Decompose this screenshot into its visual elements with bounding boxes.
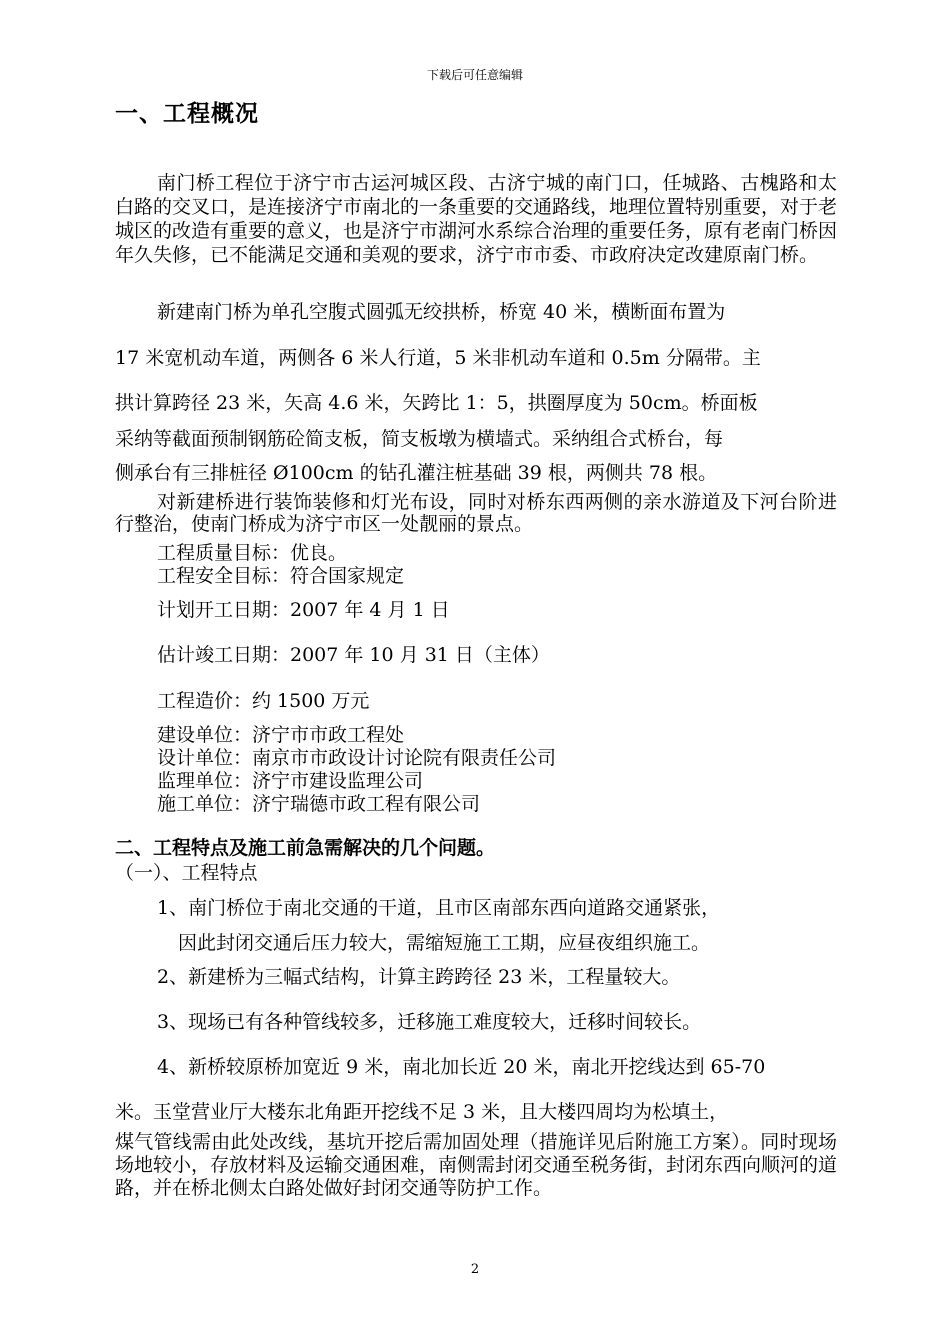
subsection-title: （一）、工程特点	[115, 862, 258, 884]
design-unit: 设计单位：南京市市政设计讨论院有限责任公司	[157, 747, 557, 769]
planned-start-date: 计划开工日期：2007 年 4 月 1 日	[157, 599, 450, 621]
section-1-paragraph-1: 南门桥工程位于济宁市古运河城区段、古济宁城的南门口，任城路、古槐路和太白路的交叉口，是连接济宁市南北的一条重要的交通路线，地理位置特别重要，对于老城区的改造有重要的意义，也是济宁市湖河水系综合治理的重要任务，原有老南门桥因年久失修，已不能满足交通和美观的要求，济宁市市委、市政府决定改建原南门桥。	[115, 172, 838, 266]
section-1-paragraph-2-line-4: 采纳等截面预制钢筋砼简支板，简支板墩为横墙式。采纳组合式桥台，每	[115, 428, 724, 450]
section-1-paragraph-3: 对新建桥进行装饰装修和灯光布设，同时对桥东西两侧的亲水游道及下河台阶进行整治，使南门桥成为济宁市区一处靓丽的景点。	[115, 491, 837, 535]
construction-unit: 施工单位：济宁瑞德市政工程有限公司	[157, 793, 481, 815]
estimated-completion-date: 估计竣工日期：2007 年 10 月 31 日（主体）	[157, 644, 550, 666]
section-1-paragraph-2-line-5: 侧承台有三排桩径 Ø100cm 的钻孔灌注桩基础 39 根，两侧共 78 根。	[115, 462, 718, 484]
project-cost: 工程造价：约 1500 万元	[157, 690, 370, 712]
feature-1-line-2: 因此封闭交通后压力较大，需缩短施工工期，应昼夜组织施工。	[178, 932, 711, 954]
section-1-paragraph-2-line-3: 拱计算跨径 23 米，矢高 4.6 米，矢跨比 1：5，拱圈厚度为 50cm。桥面板	[115, 392, 758, 414]
construction-owner: 建设单位：济宁市市政工程处	[157, 724, 405, 746]
feature-4-remaining: 煤气管线需由此处改线，基坑开挖后需加固处理（措施详见后附施工方案）。同时现场场地较小，存放材料及运输交通困难，南侧需封闭交通至税务街，封闭东西向顺河的道路，并在桥北侧太白路处做好封闭交通等防护工作。	[115, 1131, 838, 1199]
feature-4-line-2: 米。玉堂营业厅大楼东北角距开挖线不足 3 米，且大楼四周均为松填土，	[115, 1101, 729, 1123]
supervision-unit: 监理单位：济宁市建设监理公司	[157, 770, 424, 792]
feature-1-line-1: 1、南门桥位于南北交通的干道，且市区南部东西向道路交通紧张，	[157, 897, 721, 919]
section-1-paragraph-2-line-2: 17 米宽机动车道，两侧各 6 米人行道，5 米非机动车道和 0.5m 分隔带。主	[115, 347, 761, 369]
page-header-note: 下载后可任意编辑	[426, 68, 523, 82]
feature-3: 3、现场已有各种管线较多，迁移施工难度较大，迁移时间较长。	[157, 1011, 702, 1033]
section-1-title: 一、工程概况	[115, 101, 259, 127]
page-number: 2	[470, 1262, 480, 1277]
section-2-title: 二、工程特点及施工前急需解决的几个问题。	[115, 837, 496, 859]
safety-target: 工程安全目标：符合国家规定	[157, 565, 405, 587]
quality-target: 工程质量目标：优良。	[157, 542, 348, 564]
feature-4-line-1: 4、新桥较原桥加宽近 9 米，南北加长近 20 米，南北开挖线达到 65-70	[157, 1056, 766, 1078]
section-1-paragraph-2-line-1: 新建南门桥为单孔空腹式圆弧无绞拱桥，桥宽 40 米，横断面布置为	[157, 301, 726, 323]
feature-2: 2、新建桥为三幅式结构，计算主跨跨径 23 米，工程量较大。	[157, 966, 681, 988]
